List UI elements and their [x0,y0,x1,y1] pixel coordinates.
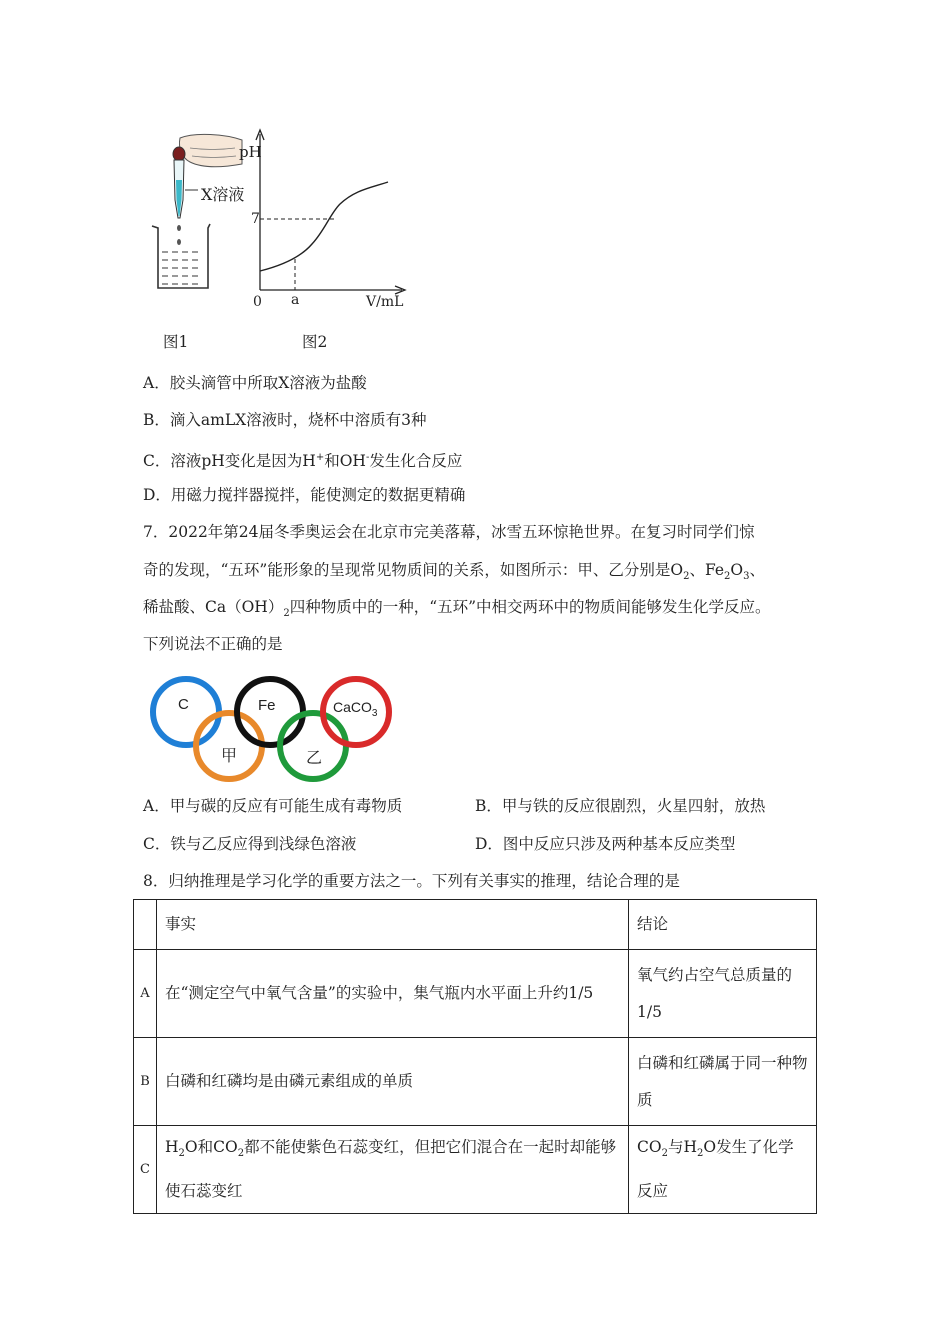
q7-stem-line2: 奇的发现，“五环”能形象的呈现常见物质间的关系，如图所示：甲、乙分别是$O_2$、$Fe_2O_3$、 [143,561,766,583]
header-conclusion: 结论 [629,900,817,950]
x-axis-label: V/mL [366,294,404,310]
row-conclusion: $CO_2$与$H_2O$发生了化学反应 [629,1126,817,1214]
q6-option-b: B．滴入amLX溶液时，烧杯中溶质有3种 [143,411,427,429]
five-rings-diagram [146,672,396,782]
figure1-caption: 图1 [163,333,189,351]
hand-icon [179,134,242,166]
table-row [134,1126,817,1214]
q7-stem-line1: 7．2022年第24届冬季奥运会在北京市完美落幕，冰雪五环惊艳世界。在复习时同学们惊 [143,523,755,541]
row-label: B [134,1038,157,1126]
dropper-bulb [173,147,185,161]
q7-option-d: D．图中反应只涉及两种基本反应类型 [475,835,736,853]
ring-label-caco3: CaCO$_3$ [333,699,378,719]
q6-option-d: D．用磁力搅拌器搅拌，能使测定的数据更精确 [143,486,466,504]
row-fact: 白磷和红磷均是由磷元素组成的单质 [157,1038,629,1126]
y-axis-label: pH [239,143,262,161]
row-label: A [134,950,157,1038]
table-header-row [134,900,817,950]
ring-label-c: C [178,696,189,713]
ph-curve-line [260,182,388,271]
q7-option-c: C．铁与乙反应得到浅绿色溶液 [143,835,357,853]
ring-label-yi: 乙 [306,748,323,767]
table-row [134,950,817,1038]
seven-label: 7 [251,211,260,227]
figure2-ph-curve [240,126,410,296]
q7-option-a: A．甲与碳的反应有可能生成有毒物质 [143,797,403,815]
table-row [134,1038,817,1126]
q7-stem-line3: 稀盐酸、$Ca(OH)_2$四种物质中的一种，“五环”中相交两环中的物质间能够发生化学反应。 [143,598,771,620]
figure2-caption: 图2 [302,333,328,351]
row-conclusion: 白磷和红磷属于同一种物质 [629,1038,817,1126]
ring-label-jia: 甲 [221,746,238,765]
origin-label: 0 [253,294,262,310]
beaker [152,224,210,288]
q8-stem: 8．归纳推理是学习化学的重要方法之一。下列有关事实的推理，结论合理的是 [143,872,680,890]
q8-facts-table [133,899,817,1214]
row-conclusion: 氧气约占空气总质量的1/5 [629,950,817,1038]
q6-option-a: A．胶头滴管中所取X溶液为盐酸 [143,374,367,392]
row-label: C [134,1126,157,1214]
q7-option-b: B．甲与铁的反应很剧烈，火星四射，放热 [475,797,766,815]
a-label: a [291,292,300,308]
ring-label-fe: Fe [258,697,276,714]
row-fact: $H_2O$和$CO_2$都不能使紫色石蕊变红，但把它们混合在一起时却能够使石蕊变红 [157,1126,629,1214]
q6-option-c: C．溶液pH变化是因为H+和OH-发生化合反应 [143,452,463,471]
row-fact: 在“测定空气中氧气含量”的实验中，集气瓶内水平面上升约1/5 [157,950,629,1038]
q7-stem-line4: 下列说法不正确的是 [143,635,283,653]
dropper-label: X溶液 [201,185,245,204]
header-fact: 事实 [157,900,629,950]
